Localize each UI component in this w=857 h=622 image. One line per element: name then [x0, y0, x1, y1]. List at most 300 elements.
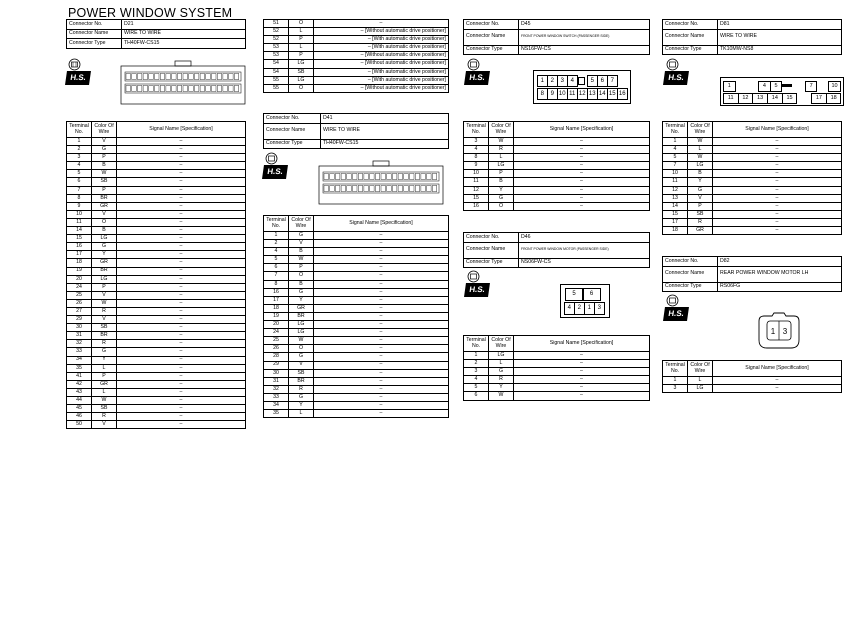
hs-badge-d81: H.S. — [664, 58, 688, 88]
terminal-cell: 25 — [67, 291, 92, 299]
wire-color-cell: B — [688, 170, 713, 178]
connector-pin: 8 — [537, 88, 548, 100]
wire-color-cell: SB — [92, 178, 117, 186]
table-row — [464, 376, 650, 384]
terminal-cell: 15 — [663, 210, 688, 218]
signal-cell: – — [314, 264, 449, 272]
table-row — [464, 146, 650, 154]
signal-cell: – — [117, 210, 246, 218]
connector-pin: 6 — [597, 75, 608, 87]
terminal-cell: 16 — [264, 288, 289, 296]
d41-info: Connector No. D41 Connector Name WIRE TO WIRE Connector Type TH40FW-CS15 — [263, 113, 449, 149]
table-row — [264, 264, 449, 272]
connector-cavity — [404, 174, 409, 180]
wire-color-cell: SB — [92, 405, 117, 413]
terminal-cell: 32 — [67, 340, 92, 348]
signal-cell: – — [314, 304, 449, 312]
table-row — [67, 340, 246, 348]
table-row — [264, 353, 449, 361]
connector-pin: 7 — [607, 75, 618, 87]
wire-color-cell: R — [489, 376, 514, 384]
connector-cavity — [206, 86, 211, 92]
wire-color-cell: GR — [688, 227, 713, 235]
table-row — [67, 243, 246, 251]
harness-side-icon — [666, 294, 679, 307]
wire-color-cell: GR — [92, 202, 117, 210]
terminal-cell: 11 — [663, 178, 688, 186]
terminal-cell: 2 — [67, 146, 92, 154]
table-row — [464, 178, 650, 186]
signal-cell: – — [713, 178, 842, 186]
connector-pin: 13 — [587, 88, 598, 100]
table-row — [464, 352, 650, 360]
table-row — [264, 337, 449, 345]
table-row — [67, 235, 246, 243]
terminal-cell: 1 — [67, 138, 92, 146]
wire-color-cell: O — [289, 84, 314, 92]
d45-no: D45 — [519, 20, 650, 30]
table-row — [663, 227, 842, 235]
connector-cavity — [353, 174, 358, 180]
terminal-cell: 29 — [67, 316, 92, 324]
connector-pin: 2 — [574, 302, 585, 315]
table-row — [264, 329, 449, 337]
wire-color-cell: V — [92, 138, 117, 146]
wire-color-cell: G — [92, 146, 117, 154]
terminal-cell: 8 — [264, 280, 289, 288]
table-row — [67, 186, 246, 194]
connector-cavity — [335, 174, 340, 180]
wire-color-cell: LG — [92, 275, 117, 283]
connector-pin — [793, 81, 804, 90]
table-row — [264, 345, 449, 353]
table-row — [663, 178, 842, 186]
wire-color-cell: Y — [489, 384, 514, 392]
signal-cell: – — [117, 138, 246, 146]
table-row — [264, 304, 449, 312]
signal-cell: – — [713, 202, 842, 210]
wire-color-cell: O — [289, 20, 314, 28]
d46-table: Terminal No. Color Of Wire Signal Name [Specification] 1 LG – 2 L – 3 G – 4 R – 5 Y – 6 W – — [463, 335, 650, 401]
connector-cavity — [358, 186, 363, 192]
wire-color-cell: P — [688, 202, 713, 210]
terminal-cell: 50 — [67, 421, 92, 429]
table-row — [67, 316, 246, 324]
signal-cell: – — [117, 356, 246, 364]
terminal-cell: 15 — [67, 235, 92, 243]
table-row — [67, 421, 246, 429]
terminal-cell: 18 — [264, 304, 289, 312]
connector-pin: 15 — [782, 93, 798, 104]
terminal-cell: 5 — [67, 170, 92, 178]
connector-cavity — [149, 86, 154, 92]
terminal-cell: 14 — [67, 227, 92, 235]
connector-pin: 5 — [565, 288, 583, 301]
signal-cell: – — [117, 275, 246, 283]
wire-color-cell: W — [289, 256, 314, 264]
terminal-cell: 10 — [464, 170, 489, 178]
signal-cell: – — [713, 162, 842, 170]
signal-cell: – — [117, 372, 246, 380]
wire-color-cell: P — [289, 52, 314, 60]
d41-type: TH40FW-CS15 — [321, 139, 449, 149]
wire-color-cell: P — [92, 283, 117, 291]
signal-cell: – — [713, 186, 842, 194]
terminal-cell: 54 — [264, 68, 289, 76]
wire-color-cell: L — [489, 154, 514, 162]
signal-cell: – — [117, 162, 246, 170]
signal-cell: – — [314, 312, 449, 320]
d82-name: REAR POWER WINDOW MOTOR LH — [718, 266, 842, 282]
signal-cell: – — [713, 218, 842, 226]
signal-cell: – — [117, 154, 246, 162]
wire-color-cell: G — [688, 186, 713, 194]
connector-pin: 6 — [583, 288, 601, 301]
connector-pin: 7 — [805, 81, 818, 92]
terminal-cell: 33 — [264, 393, 289, 401]
terminal-cell: 4 — [464, 146, 489, 154]
table-row — [264, 52, 449, 60]
wire-color-cell: Y — [92, 356, 117, 364]
d45-name: FRONT POWER WINDOW SWITCH (PASSENGER SIDE) — [519, 29, 650, 45]
terminal-cell: 1 — [464, 352, 489, 360]
terminal-cell: 29 — [264, 361, 289, 369]
wire-color-cell: R — [92, 413, 117, 421]
terminal-cell: 5 — [464, 384, 489, 392]
label-connector-no: Connector No. — [67, 20, 122, 30]
label-connector-type: Connector Type — [67, 39, 122, 49]
signal-cell: – — [314, 401, 449, 409]
connector-cavity — [166, 86, 171, 92]
connector-pin: 10 — [557, 88, 568, 100]
terminal-cell: 24 — [264, 329, 289, 337]
table-row — [67, 348, 246, 356]
wire-color-cell: V — [289, 240, 314, 248]
wire-color-cell: BR — [92, 332, 117, 340]
wire-color-cell: W — [92, 299, 117, 307]
table-row — [67, 162, 246, 170]
wire-color-cell: L — [289, 44, 314, 52]
connector-cavity — [183, 86, 188, 92]
connector-cavity — [427, 174, 432, 180]
terminal-cell: 17 — [264, 296, 289, 304]
connector-cavity — [347, 174, 352, 180]
wire-color-cell: P — [289, 264, 314, 272]
terminal-cell: 4 — [264, 248, 289, 256]
connector-cavity — [421, 174, 426, 180]
connector-cavity — [364, 186, 369, 192]
connector-cavity — [398, 186, 403, 192]
d82-connector-diagram — [758, 312, 800, 350]
connector-cavity — [375, 186, 380, 192]
hs-badge-d45: H.S. — [465, 58, 489, 88]
wire-color-cell: V — [92, 316, 117, 324]
connector-pin: 1 — [584, 302, 595, 315]
harness-side-icon — [666, 58, 679, 71]
connector-cavity — [234, 86, 239, 92]
connector-cavity — [364, 174, 369, 180]
wire-color-cell: V — [92, 291, 117, 299]
wire-color-cell: G — [289, 393, 314, 401]
connector-cavity — [335, 186, 340, 192]
signal-cell: – [With automatic drive positioner] — [314, 36, 449, 44]
connector-cavity — [353, 186, 358, 192]
d21-connector-diagram — [120, 60, 246, 106]
connector-cavity — [370, 186, 375, 192]
terminal-cell: 53 — [264, 52, 289, 60]
terminal-cell: 3 — [464, 138, 489, 146]
connector-cavity — [432, 174, 437, 180]
signal-cell: – — [514, 146, 650, 154]
connector-pin: 12 — [577, 88, 588, 100]
terminal-cell: 45 — [67, 405, 92, 413]
connector-cavity — [404, 186, 409, 192]
connector-cavity — [172, 74, 177, 80]
terminal-cell: 19 — [264, 312, 289, 320]
table-row — [67, 146, 246, 154]
wire-color-cell: W — [688, 138, 713, 146]
signal-cell: – — [117, 227, 246, 235]
signal-cell: – — [117, 259, 246, 267]
table-row — [264, 256, 449, 264]
d21-info — [66, 19, 246, 49]
wire-color-cell: GR — [289, 304, 314, 312]
signal-cell: – — [117, 218, 246, 226]
signal-cell: – — [117, 243, 246, 251]
table-row — [663, 210, 842, 218]
terminal-cell: 1 — [663, 138, 688, 146]
table-row — [264, 36, 449, 44]
signal-cell: – — [117, 340, 246, 348]
signal-cell: – — [514, 376, 650, 384]
signal-cell: – — [117, 380, 246, 388]
d45-type: NS16FW-CS — [519, 45, 650, 55]
signal-cell: – — [117, 307, 246, 315]
table-row — [67, 307, 246, 315]
terminal-cell: 11 — [464, 178, 489, 186]
wire-color-cell: O — [489, 202, 514, 210]
d82-no: D82 — [718, 257, 842, 267]
wire-color-cell: SB — [289, 369, 314, 377]
terminal-cell: 43 — [67, 388, 92, 396]
wire-color-cell: W — [289, 337, 314, 345]
terminal-cell: 1 — [264, 232, 289, 240]
connector-cavity — [183, 74, 188, 80]
connector-pin — [797, 93, 811, 102]
terminal-cell: 17 — [663, 218, 688, 226]
wire-color-cell: LG — [289, 329, 314, 337]
signal-cell: – — [314, 321, 449, 329]
connector-cavity — [381, 174, 386, 180]
terminal-cell: 55 — [264, 84, 289, 92]
table-row — [67, 194, 246, 202]
terminal-cell: 4 — [67, 162, 92, 170]
terminal-cell: 6 — [464, 392, 489, 400]
connector-cavity — [421, 186, 426, 192]
terminal-cell: 10 — [663, 170, 688, 178]
connector-cavity — [223, 74, 228, 80]
table-row — [663, 138, 842, 146]
connector-pin — [817, 81, 828, 90]
wire-color-cell: P — [92, 186, 117, 194]
terminal-cell: 42 — [67, 380, 92, 388]
connector-cavity — [194, 74, 199, 80]
terminal-cell: 12 — [663, 186, 688, 194]
table-row — [67, 380, 246, 388]
table-row — [67, 299, 246, 307]
wire-color-cell: W — [92, 170, 117, 178]
connector-pin: 5 — [587, 75, 598, 87]
wire-color-cell: L — [688, 377, 713, 385]
wire-color-cell: R — [289, 385, 314, 393]
terminal-cell: 15 — [464, 194, 489, 202]
table-row — [67, 170, 246, 178]
terminal-cell: 28 — [264, 353, 289, 361]
d82-type: RS06FG — [718, 282, 842, 292]
signal-cell: – — [314, 369, 449, 377]
signal-cell: – — [713, 194, 842, 202]
terminal-cell: 7 — [67, 186, 92, 194]
table-row — [67, 259, 246, 267]
connector-pin: 11 — [723, 93, 739, 104]
connector-cavity — [347, 186, 352, 192]
table-row — [264, 296, 449, 304]
connector-cavity — [177, 74, 182, 80]
signal-cell: – — [514, 384, 650, 392]
terminal-cell: 3 — [663, 385, 688, 393]
terminal-cell: 3 — [67, 154, 92, 162]
signal-cell: – — [713, 210, 842, 218]
connector-cavity — [370, 174, 375, 180]
wire-color-cell: R — [489, 146, 514, 154]
d46-name: FRONT POWER WINDOW MOTOR (PASSENGER SIDE) — [519, 242, 650, 258]
signal-cell: – — [314, 240, 449, 248]
connector-cavity — [234, 74, 239, 80]
table-row — [264, 28, 449, 36]
wire-color-cell: B — [289, 248, 314, 256]
table-row — [464, 170, 650, 178]
connector-pin: 17 — [811, 93, 827, 104]
wire-color-cell: B — [289, 280, 314, 288]
wire-color-cell: W — [489, 138, 514, 146]
connector-cavity — [432, 186, 437, 192]
wire-color-cell: LG — [289, 76, 314, 84]
connector-pin: 14 — [597, 88, 608, 100]
wire-color-cell: G — [92, 348, 117, 356]
wire-color-cell: Y — [688, 178, 713, 186]
table-row — [663, 377, 842, 385]
signal-cell: – [Without automatic drive positioner] — [314, 28, 449, 36]
table-row — [264, 288, 449, 296]
table-row — [67, 364, 246, 372]
terminal-cell: 4 — [464, 376, 489, 384]
terminal-cell: 55 — [264, 76, 289, 84]
table-row — [264, 280, 449, 288]
terminal-cell: 5 — [663, 154, 688, 162]
wire-color-cell: O — [289, 345, 314, 353]
terminal-cell: 27 — [67, 307, 92, 315]
signal-cell: – — [713, 154, 842, 162]
connector-cavity — [410, 174, 415, 180]
connector-pin: 4 — [567, 75, 578, 87]
signal-cell: – — [514, 194, 650, 202]
wire-color-cell: Y — [289, 296, 314, 304]
terminal-cell: 2 — [264, 240, 289, 248]
table-row — [663, 170, 842, 178]
d81-name: WIRE TO WIRE — [718, 29, 842, 45]
d81-no: D81 — [718, 20, 842, 30]
signal-cell: – — [117, 388, 246, 396]
connector-pin: 2 — [547, 75, 558, 87]
table-row — [264, 44, 449, 52]
table-row — [67, 275, 246, 283]
terminal-cell: 16 — [67, 243, 92, 251]
connector-pin: 13 — [752, 93, 768, 104]
connector-pin: 11 — [567, 88, 578, 100]
connector-cavity — [200, 74, 205, 80]
signal-cell: – — [314, 272, 449, 280]
connector-cavity — [392, 174, 397, 180]
connector-cavity — [200, 86, 205, 92]
table-row — [67, 283, 246, 291]
d21-type: TH40FW-CS15 — [122, 39, 246, 49]
signal-cell: – — [117, 324, 246, 332]
signal-cell: – — [514, 138, 650, 146]
d81-type: TK10MW-NS8 — [718, 45, 842, 55]
terminal-cell: 3 — [464, 368, 489, 376]
connector-pin — [735, 81, 746, 90]
connector-cavity — [415, 174, 420, 180]
terminal-cell: 46 — [67, 413, 92, 421]
signal-cell: – — [117, 146, 246, 154]
wire-color-cell: LG — [92, 235, 117, 243]
terminal-cell: 25 — [264, 337, 289, 345]
connector-cavity — [155, 86, 160, 92]
connector-cavity — [341, 186, 346, 192]
table-row — [67, 324, 246, 332]
terminal-cell: 41 — [67, 372, 92, 380]
connector-pin: 3 — [557, 75, 568, 87]
hs-badge-d46: H.S. — [465, 270, 489, 300]
connector-cavity — [415, 186, 420, 192]
table-row — [264, 312, 449, 320]
terminal-cell: 13 — [663, 194, 688, 202]
terminal-cell: 9 — [67, 202, 92, 210]
table-row — [464, 360, 650, 368]
harness-side-icon — [467, 270, 480, 283]
d46-type: NS06FW-CS — [519, 258, 650, 268]
wire-color-cell: G — [289, 353, 314, 361]
signal-cell: – — [117, 413, 246, 421]
signal-cell: – [With automatic drive positioner] — [314, 68, 449, 76]
wire-color-cell: B — [92, 227, 117, 235]
terminal-cell: 2 — [464, 360, 489, 368]
table-row — [67, 356, 246, 364]
wire-color-cell: G — [289, 232, 314, 240]
terminal-cell: 1 — [663, 377, 688, 385]
d82-pin-3: 3 — [782, 327, 788, 336]
wire-color-cell: G — [92, 243, 117, 251]
signal-cell: – [Without automatic drive positioner] — [314, 60, 449, 68]
wire-color-cell: LG — [688, 385, 713, 393]
wire-color-cell: LG — [289, 321, 314, 329]
wire-color-cell: L — [92, 364, 117, 372]
connector-pin — [746, 81, 757, 90]
d82-info: Connector No. D82 Connector Name REAR POWER WINDOW MOTOR LH Connector Type RS06FG — [662, 256, 842, 292]
table-row — [264, 68, 449, 76]
signal-cell: – — [514, 392, 650, 400]
table-row — [264, 272, 449, 280]
